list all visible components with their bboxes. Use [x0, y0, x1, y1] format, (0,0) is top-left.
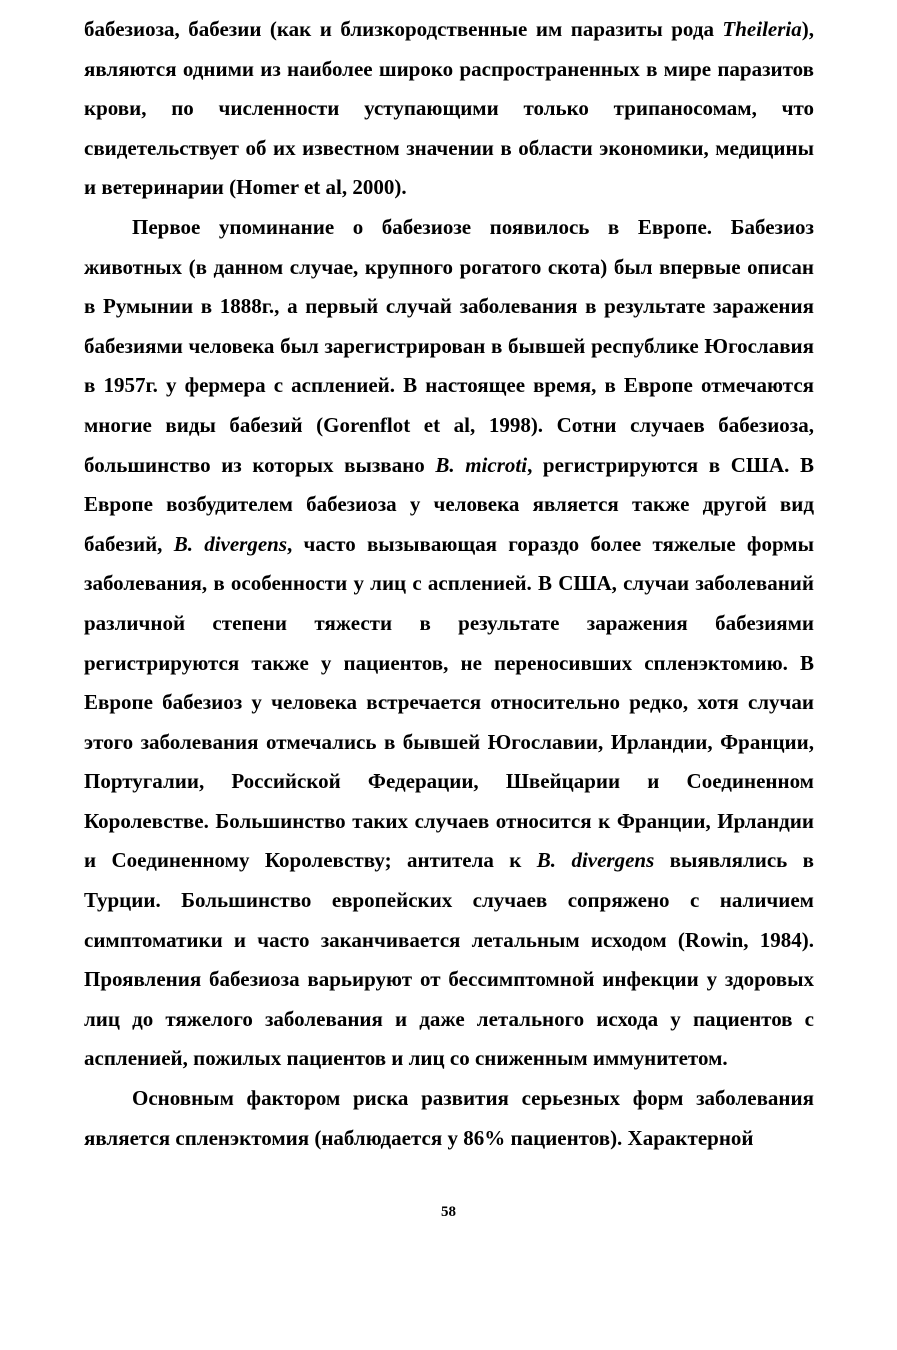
paragraph-1-text: бабезиоза, бабезии (как и близкородственные им паразиты рода [84, 17, 723, 41]
document-page [84, 10, 814, 1158]
genus-name-theileria: Theileria [722, 17, 802, 41]
page-number: 58 [441, 1204, 456, 1220]
species-name-b-divergens: B. divergens [173, 531, 288, 556]
paragraph-1 [84, 10, 814, 208]
species-name-b-microti: B. microti [435, 452, 528, 477]
paragraph-2 [84, 208, 814, 1079]
paragraph-1-text-cont: ), являются одними из наиболее широко распространенных в мире паразитов крови, по численности уступающими только трипаносомам, что свидетельствует об их известном значении в области экономики, медицины и ветеринарии (Homer et al, 2000). [84, 17, 814, 200]
paragraph-2-text-cont-2: , часто вызывающая гораздо более тяжелые формы заболевания, в особенности у лиц с аспленией. В США, случаи заболеваний различной степени тяжести в результате заражения бабезиями регистрируются также у пациентов, не переносивших спленэктомию. В Европе бабезиоз у человека встречается относительно редко, хотя случаи этого заболевания отмечались в бывшей Югославии, Ирландии, Франции, Португалии, Российской Федерации, Швейцарии и Соединенном Королевстве. Большинство таких случаев относится к Франции, Ирландии и Соединенному Королевству; антитела к [84, 531, 815, 873]
paragraph-2-text-cont-3: выявлялись в Турции. Большинство европейских случаев сопряжено с наличием симптоматики и часто заканчивается летальным исходом (Rowin, 1984). Проявления бабезиоза варьируют от бессимптомной инфекции у здоровых лиц до тяжелого заболевания и даже летального исхода у пациентов с аспленией, пожилых пациентов и лиц со сниженным иммунитетом. [84, 848, 814, 1071]
paragraph-2-text-cont: , регистрируются в США. В Европе возбудителем бабезиоза у человека является также другой вид бабезий, [84, 452, 814, 556]
paragraph-2-text: Первое упоминание о бабезиозе появилось в Европе. Бабезиоз животных (в данном случае, крупного рогатого скота) был впервые описан в Румынии в 1888г., а первый случай заболевания в результате заражения бабезиями человека был зарегистрирован в бывшей республике Югославия в 1957г. у фермера с аспленией. В настоящее время, в Европе отмечаются многие виды бабезий (Gorenflot et al, 1998). Сотни случаев бабезиоза, большинство из которых вызвано [84, 214, 814, 477]
species-name-b-divergens-2: B. divergens [536, 848, 655, 873]
paragraph-3-text: Основным фактором риска развития серьезных форм заболевания является спленэктомия (наблюдается у 86% пациентов). Характерной [84, 1086, 814, 1150]
paragraph-3 [84, 1079, 814, 1158]
